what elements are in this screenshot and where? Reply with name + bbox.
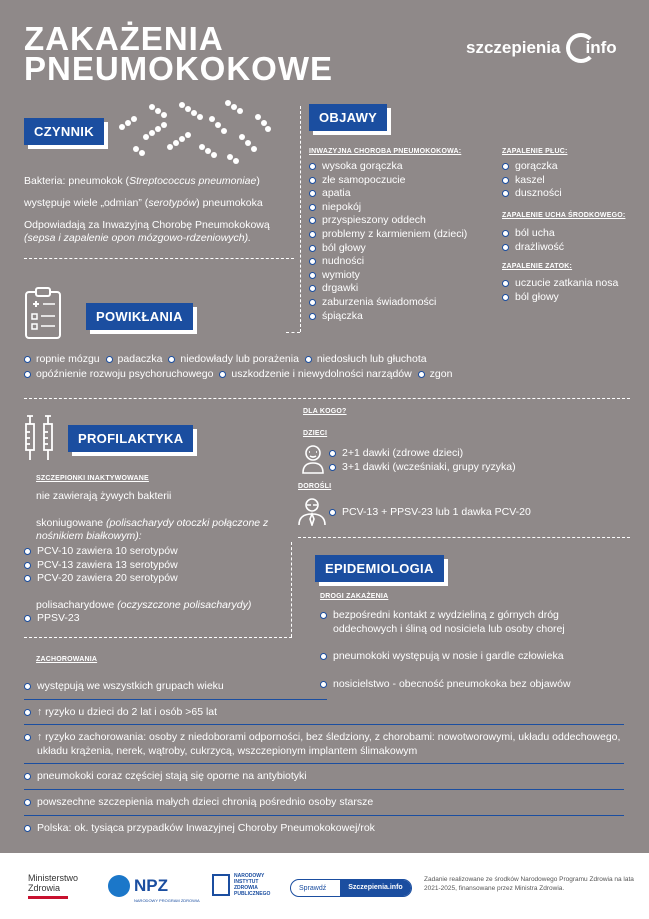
npz-subtitle: NARODOWY PROGRAM ZDROWIA bbox=[134, 898, 200, 903]
list-item: ↑ ryzyko zachorowania: osoby z niedoborami odporności, bez śledziony, z chorobami: nowotworowymi, układu oddechowego, układu krążenia, nerek, wątroby, cukrzycą, wszczepionym implantem ślimakowym bbox=[24, 731, 624, 764]
dorosli-title: DOROŚLI bbox=[298, 483, 332, 490]
list-item: zaburzenia świadomości bbox=[309, 296, 499, 310]
flag-stripe bbox=[28, 896, 68, 899]
list-item: powszechne szczepienia małych dzieci chronią pośrednio osoby starsze bbox=[24, 796, 624, 816]
powiklania-list bbox=[24, 352, 634, 382]
skon-text: skoniugowane (polisacharydy otoczki połączone z nośnikiem białkowym): bbox=[36, 517, 269, 542]
brand-suffix: info bbox=[585, 38, 617, 57]
list-item: ropnie mózgu bbox=[24, 352, 100, 367]
objawy-header: OBJAWY bbox=[309, 104, 387, 131]
czynnik-line1: Bakteria: pneumokok (Streptococcus pneumoniae) bbox=[24, 175, 260, 187]
syringe-icon bbox=[22, 414, 58, 462]
list-item: PPSV-23 bbox=[24, 612, 144, 626]
ucha-list bbox=[502, 227, 642, 254]
nizp-icon bbox=[212, 874, 230, 896]
list-item: uczucie zatkania nosa bbox=[502, 277, 646, 291]
list-item: uszkodzenie i niewydolności narządów bbox=[219, 367, 411, 382]
list-item: drgawki bbox=[309, 282, 499, 296]
npz-icon bbox=[108, 875, 130, 897]
list-item: wymioty bbox=[309, 269, 499, 283]
list-item: 3+1 dawki (wcześniaki, grupy ryzyka) bbox=[329, 461, 569, 475]
divider bbox=[24, 258, 294, 259]
pluc-title: ZAPALENIE PŁUC: bbox=[502, 148, 568, 155]
sprawdz-button[interactable]: Sprawdź Szczepienia.info bbox=[290, 879, 412, 897]
brand-logo[interactable] bbox=[466, 33, 617, 63]
powiklania-header: POWIKŁANIA bbox=[86, 303, 193, 330]
list-item: pneumokoki coraz częściej stają się oporne na antybiotyki bbox=[24, 770, 624, 790]
list-item: problemy z karmieniem (dzieci) bbox=[309, 228, 499, 242]
list-item: PCV-13 + PPSV-23 lub 1 dawka PCV-20 bbox=[329, 506, 619, 520]
divider bbox=[300, 106, 301, 332]
funding-note: Zadanie realizowane ze środków Narodowego Programu Zdrowia na lata 2021-2025, finansowane przez Ministra Zdrowia. bbox=[424, 876, 634, 892]
czynnik-text bbox=[24, 175, 294, 245]
list-item: Polska: ok. tysiąca przypadków Inwazyjnej Choroby Pneumokokowej/rok bbox=[24, 822, 624, 841]
divider bbox=[286, 332, 300, 333]
no-live-text: nie zawierają żywych bakterii bbox=[36, 490, 172, 502]
bacteria-icon bbox=[112, 97, 272, 167]
list-item: 2+1 dawki (zdrowe dzieci) bbox=[329, 447, 569, 461]
list-item: pneumokoki występują w nosie i gardle człowieka bbox=[320, 650, 610, 664]
child-icon bbox=[298, 443, 328, 475]
list-item: ból głowy bbox=[309, 242, 499, 256]
adult-icon bbox=[296, 496, 328, 526]
list-item: ↑ ryzyko u dzieci do 2 lat i osób >65 lat bbox=[24, 706, 624, 726]
list-item: występują we wszystkich grupach wieku bbox=[24, 680, 327, 700]
czynnik-header: CZYNNIK bbox=[24, 118, 104, 145]
poli-text: polisacharydowe (oczyszczone polisacharydy) bbox=[36, 599, 252, 611]
czynnik-line3: Odpowiadają za Inwazyjną Chorobę Pneumokokową (sepsa i zapalenie opon mózgowo-rdzeniowych). bbox=[24, 219, 270, 244]
zatok-list bbox=[502, 277, 646, 304]
list-item: niedowłady lub porażenia bbox=[168, 352, 299, 367]
czynnik-line2: występuje wiele „odmian” (serotypów) pneumokoka bbox=[24, 197, 263, 209]
list-item: drażliwość bbox=[502, 241, 642, 255]
list-item: opóźnienie rozwoju psychoruchowego bbox=[24, 367, 213, 382]
dorosli-list bbox=[329, 506, 619, 520]
powiklania-row bbox=[24, 352, 634, 367]
list-item: apatia bbox=[309, 187, 499, 201]
list-item: zgon bbox=[418, 367, 453, 382]
list-item: niepokój bbox=[309, 201, 499, 215]
footer bbox=[0, 853, 649, 919]
divider bbox=[298, 537, 630, 538]
nizp-logo[interactable]: NARODOWY INSTYTUT ZDROWIA PUBLICZNEGO bbox=[212, 873, 276, 897]
ministerstwo-logo[interactable]: Ministerstwo Zdrowia bbox=[28, 873, 78, 899]
brand-name: szczepienia bbox=[466, 38, 561, 57]
zachorowania-title: ZACHOROWANIA bbox=[36, 656, 98, 663]
drogi-title: DROGI ZAKAŻENIA bbox=[320, 593, 389, 600]
dzieci-title: DZIECI bbox=[303, 430, 328, 437]
ipd-list bbox=[309, 160, 499, 323]
list-item: niedosłuch lub głuchota bbox=[305, 352, 427, 367]
npz-logo[interactable]: NPZ bbox=[108, 875, 168, 897]
pluc-list bbox=[502, 160, 642, 201]
list-item: przyspieszony oddech bbox=[309, 214, 499, 228]
powiklania-row bbox=[24, 367, 634, 382]
list-item: wysoka gorączka bbox=[309, 160, 499, 174]
list-item: PCV-20 zawiera 20 serotypów bbox=[24, 572, 284, 586]
list-item: kaszel bbox=[502, 174, 642, 188]
list-item: ból głowy bbox=[502, 291, 646, 305]
dzieci-list bbox=[329, 447, 569, 474]
poli-list bbox=[24, 612, 144, 626]
divider bbox=[24, 398, 630, 399]
ucha-title: ZAPALENIE UCHA ŚRODKOWEGO: bbox=[502, 212, 626, 219]
list-item: gorączka bbox=[502, 160, 642, 174]
skon-list bbox=[24, 545, 284, 586]
list-item: nudności bbox=[309, 255, 499, 269]
list-item: nosicielstwo - obecność pneumokoka bez objawów bbox=[320, 678, 610, 692]
list-item: padaczka bbox=[106, 352, 163, 367]
divider bbox=[24, 637, 292, 638]
zachorowania-list bbox=[24, 680, 624, 846]
divider bbox=[291, 542, 292, 637]
list-item: ból ucha bbox=[502, 227, 642, 241]
list-item: złe samopoczucie bbox=[309, 174, 499, 188]
list-item: PCV-10 zawiera 10 serotypów bbox=[24, 545, 284, 559]
clipboard-icon bbox=[24, 286, 64, 340]
epidemiologia-header: EPIDEMIOLOGIA bbox=[315, 555, 444, 582]
inakt-title: SZCZEPIONKI INAKTYWOWANE bbox=[36, 475, 149, 482]
page-title: ZAKAŻENIA PNEUMOKOKOWE bbox=[24, 20, 333, 87]
dla-kogo-title: DLA KOGO? bbox=[303, 408, 347, 415]
list-item: śpiączka bbox=[309, 310, 499, 324]
zatok-title: ZAPALENIE ZATOK: bbox=[502, 263, 573, 270]
list-item: duszności bbox=[502, 187, 642, 201]
list-item: PCV-13 zawiera 13 serotypów bbox=[24, 559, 284, 573]
ipd-title: INWAZYJNA CHOROBA PNEUMOKOKOWA: bbox=[309, 148, 462, 155]
profilaktyka-header: PROFILAKTYKA bbox=[68, 425, 193, 452]
list-item: bezpośredni kontakt z wydzieliną z górnych dróg oddechowych i śliną od nosiciela lub osoby chorej bbox=[320, 609, 610, 636]
